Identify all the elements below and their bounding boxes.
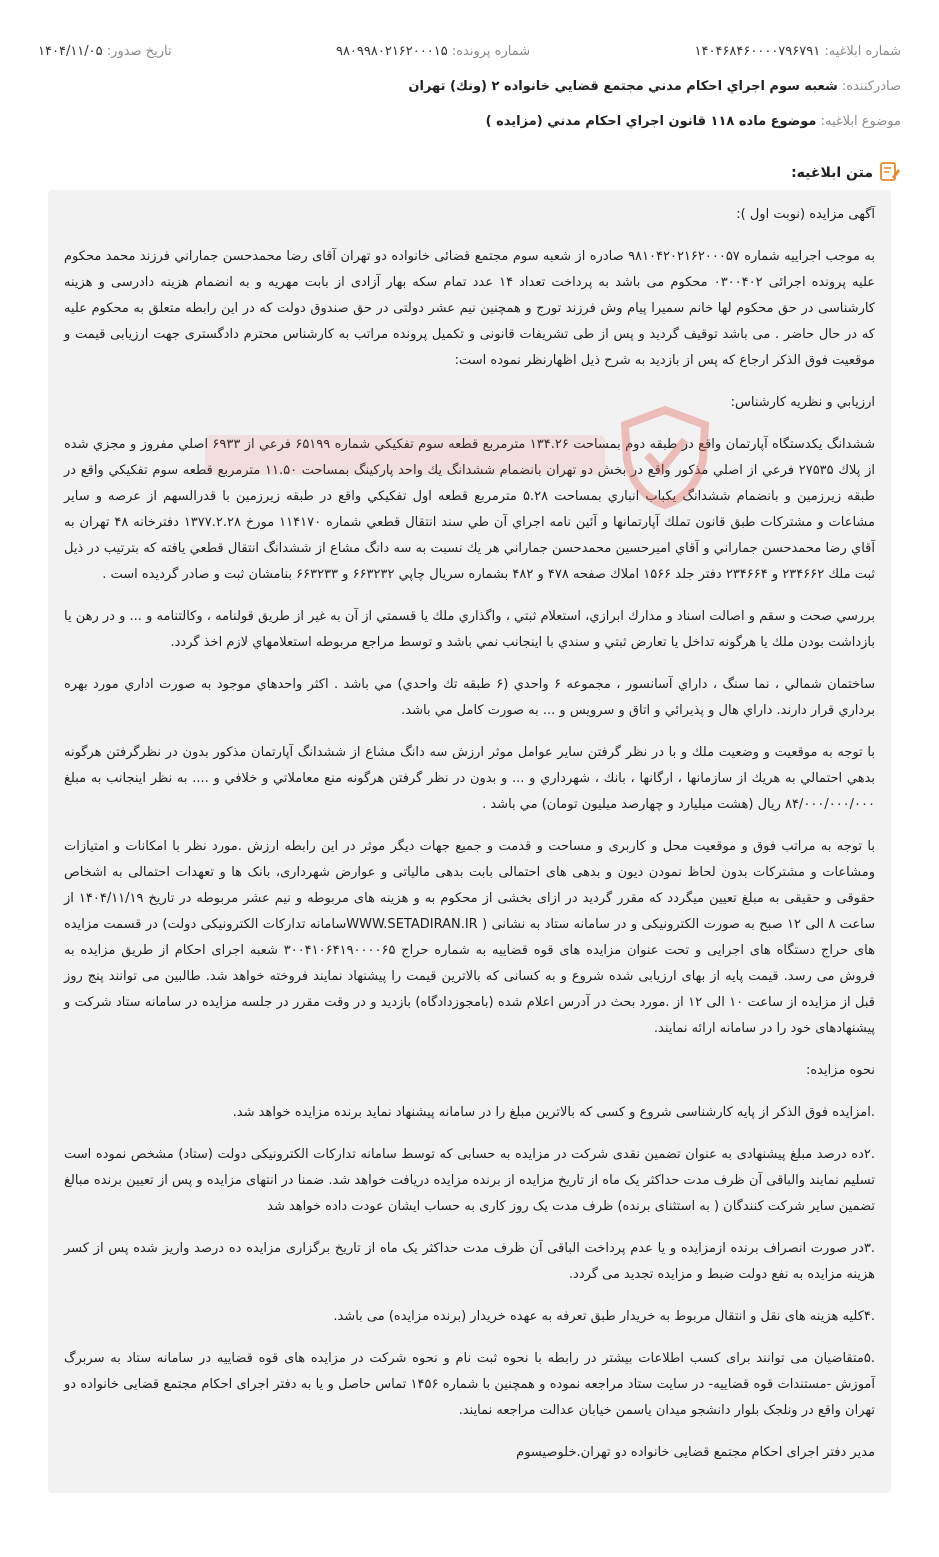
issuer: شعبه سوم اجراي احكام مدني مجتمع قضايي خانواده ۲ (ونك) تهران — [408, 79, 838, 94]
subject-row — [38, 114, 901, 129]
document-edit-icon — [879, 160, 901, 186]
notice-paragraph: .۲ده درصد مبلغ پيشنهادی به عنوان تضمين نقدی شركت در مزايده به حسابی كه توسط سامانه تداركات الكترونيكی دولت (ستاد) مشخص نموده است تسليم نمايند والباقی آن ظرف مدت حداكثر يک ماه از تاريخ مزايده از برنده مزايده دريافت خواهد شد. ضمنا در انتهای مزايده و پس از تعيين برنده مبالغ تضمين ساير شركت كنندگان ( به استثنای برنده) ظرف مدت يک روز كاری به حساب ايشان عودت داده خواهد شد — [64, 1147, 875, 1214]
body-heading — [791, 160, 901, 186]
notice-paragraph: نحوه مزايده: — [805, 1063, 875, 1078]
notice-paragraph: .امزايده فوق الذكر از پايه كارشناسی شروع و كسی كه بالاترين مبلغ را در سامانه پيشنهاد نمايد برنده مزايده خواهد شد. — [232, 1105, 875, 1120]
case-number-label: شماره پرونده: — [451, 44, 531, 59]
issue-date: ۱۴۰۴/۱۱/۰۵ — [38, 44, 103, 59]
notice-paragraph: آگهی مزایده (نوبت اول ): — [736, 207, 875, 222]
notice-number-group — [695, 44, 901, 59]
notice-paragraph: مدير دفتر اجرای احكام مجتمع قضايی خانواده دو تهران.خلوصيسوم — [516, 1445, 875, 1460]
notice-number-label: شماره ابلاغيه: — [824, 44, 901, 59]
notice-paragraph: ارزيابي و نظريه كارشناس: — [730, 395, 875, 410]
case-number-group — [336, 44, 530, 59]
notice-paragraph: .۴كليه هزينه های نقل و انتقال مربوط به خريدار طبق تعرفه به عهده خريدار (برنده مزايده) می باشد. — [333, 1309, 875, 1324]
issue-date-group — [38, 44, 172, 59]
notice-paragraph: .۵متقاضيان می توانند برای كسب اطلاعات بيشتر در رابطه با نحوه ثبت نام و نحوه شركت در مزايده های قوه قضاييه در سامانه ستاد به سربرگ آموزش -مستندات قوه قضاييه- در سايت ستاد مراجعه نموده و همچنين با شماره ۱۴۵۶ تماس حاصل و يا به دفتر اجرای احكام مجتمع قضايی خانواده دو تهران واقع در ونلجک بلوار دانشجو ميدان ياسمن خيابان عدالت مراجعه نمايند. — [64, 1351, 875, 1418]
issuer-label: صادرکننده: — [841, 79, 901, 94]
notice-paragraphs — [64, 202, 875, 1466]
case-number: ۹۸۰۹۹۸۰۲۱۶۲۰۰۰۱۵ — [335, 44, 448, 59]
notice-paragraph: با توجه به موقعيت و وضعيت ملك و با در نظر گرفتن ساير عوامل موثر ارزش سه دانگ مشاع از ششدانگ آپارتمان مذكور بدون در نظرگرفتن هرگونه بدهي احتمالي به هريك از سازمانها ، ارگانها ، بانك ، شهرداري و ... و بدون در نظر گرفتن هرگونه منع معاملاتي و خلافي و .... به نظر اينجانب به مبلغ ۸۴/۰۰۰/۰۰۰/۰۰۰ ريال (هشت ميليارد و چهارصد ميليون تومان) مي باشد . — [64, 745, 875, 812]
notice-paragraph: به موجب اجراییه شماره ۹۸۱۰۴۲۰۲۱۶۲۰۰۰۵۷ صادره از شعبه سوم مجتمع قضائی خانواده دو تهران آقای رضا محمدحسن جماراني فرزند محمد محكوم عليه پرونده اجرائی ۰۳۰۰۴۰۲ محكوم می باشد به پرداخت تعداد ۱۴ عدد تمام سكه بهار آزادی از بابت مهريه و به انضمام هزينه دادرسی و هزينه كارشناسی در حق محكوم لها خانم سميرا پيام وش فرزند تورج و همچنين نيم عشر دولتی در حق صندوق دولت كه در اين رابطه متعلق به محكوم عليه كه در حال حاضر . می باشد توقيف گرديد و پس از طی تشريفات قانونی و تكميل پرونده مراتب به كارشناس محترم دادگستری جهت ارزيابی قيمت و موقعيت فوق الذكر ارجاع كه پس از بازديد به شرح ذيل اظهارنظر نموده است: — [64, 249, 876, 368]
issuer-row — [38, 79, 901, 94]
issue-date-label: تاریخ صدور: — [106, 44, 172, 59]
notice-paragraph: بررسي صحت و سقم و اصالت اسناد و مدارك ابرازي، استعلام ثبتي ، واگذاري ملك يا قسمتي از آن به غير از طريق قولنامه ، وكالتنامه و ... و در رهن يا بازداشت بودن ملك يا هرگونه تداخل يا تعارض ثبتي و سندي با اينجانب نمي باشد و توسط مراجع مربوطه استعلامهاي لازم اخذ گردد. — [64, 609, 875, 650]
subject-label: موضوع ابلاغيه: — [820, 114, 901, 129]
notice-number: ۱۴۰۴۶۸۴۶۰۰۰۰۷۹۶۷۹۱ — [694, 44, 821, 59]
notice-paragraph: .۳در صورت انصراف برنده ازمزايده و يا عدم پرداخت الباقی آن ظرف مدت حداكثر يک ماه از تاريخ برگزاری مزايده ده درصد واريز شده پس از كسر هزينه مزايده به نفع دولت ضبط و مزايده تجديد می گردد. — [64, 1241, 875, 1282]
notice-paragraph: با توجه به مراتب فوق و موقعيت محل و كاربری و مساحت و قدمت و جميع جهات ديگر موثر در اين رابطه ارزش .مورد نظر با امكانات و امتيازات ومشاعات و مشتركات بدون لحاظ نمودن ديون و بدهی های احتمالی بابت بدهی مالياتی و عوارض شهرداری، بانک ها و تعهدات احتمالی به اشخاص حقوقی و حقيقی به مبلغ تعيين ميگردد كه مقرر گرديد در ازای بخشی از محكوم به و هزينه های مربوطه و نيم عشر مربوطه در تاريخ ۱۴۰۴/۱۱/۱۹ از ساعت ۸ الی ۱۲ صبح به صورت الكترونيكی و در سامانه ستاد به نشانی ( WWW.SETADIRAN.IRسامانه تداركات الكترونيكی دولت) در قسمت مزايده های حراج دستگاه های اجرايی و تحت عنوان مزايده های قوه قضاييه به شماره حراج ۳۰۰۴۱۰۶۴۱۹۰۰۰۰۶۵ شعبه اجرای احكام از طريق مزايده به فروش می رسد. قيمت پايه از بهای ارزيابی شده شروع و به كسانی كه بالاترين قيمت را پيشنهاد نمايند فروخته خواهد شد. طالبين می توانند پنج روز قبل از مزايده از ساعت ۱۰ الی ۱۲ از .مورد بحث در آدرس اعلام شده (بامجوزدادگاه) بازديد و در وقت مقرر در جلسه مزايده در سامانه ستاد شركت و پيشنهادهای خود را در سامانه ارائه نمايند. — [64, 839, 875, 1036]
notice-body-panel — [48, 190, 891, 1493]
body-heading-text: متن ابلاغیه: — [791, 165, 873, 181]
meta-row-numbers — [38, 44, 901, 59]
notice-paragraph: ششدانگ يكدستگاه آپارتمان واقع در طبقه دوم بمساحت ۱۳۴.۲۶ مترمربع قطعه سوم تفكيكي شماره ۶۵۱۹۹ فرعي از ۶۹۳۳ اصلي مفروز و مجزي شده از پلاك ۲۷۵۳۵ فرعي از اصلي مذكور واقع در بخش دو تهران بانضمام ششدانگ يك واحد پاركينگ بمساحت ۱۱.۵۰ مترمربع قطعه سوم تفكيكي واقع در طبقه زيرزمين و بانضمام ششدانگ يكباب انباري بمساحت ۵.۲۸ مترمربع قطعه اول تفكيكي واقع در طبقه زيرزمين با قدرالسهم از عرصه و ساير مشاعات و مشتركات طبق قانون تملك آپارتمانها و آئين نامه اجراي آن طي سند انتقال قطعي شماره ۱۱۴۱۷۰ مورخ ۱۳۷۷.۲.۲۸ دفترخانه ۴۸ تهران به آقاي رضا محمدحسن جماراني و آقاي اميرحسين محمدحسن جماراني هر يك نسبت به سه دانگ مشاع از ششدانگ انتقال قطعي يافته كه بترتيب در ذيل ثبت ملك ۲۳۴۶۶۲ و ۲۳۴۶۶۴ دفتر جلد ۱۵۶۶ املاك صفحه ۴۷۸ و ۴۸۲ بشماره سريال چاپي ۶۶۳۲۳۲ و ۶۶۳۲۳۳ بنامشان ثبت و صادر گرديده است . — [64, 437, 875, 582]
notice-paragraph: ساختمان شمالي ، نما سنگ ، داراي آسانسور ، مجموعه ۶ واحدي (۶ طبقه تك واحدي) مي باشد . اكثر واحدهاي موجود به صورت اداري مورد بهره برداري قرار دارند. داراي هال و پذيرائي و اتاق و سرويس و ... به صورت كامل مي باشد. — [64, 677, 875, 718]
subject: موضوع ماده ۱۱۸ قانون اجراي احكام مدني (مزايده ) — [485, 114, 817, 129]
